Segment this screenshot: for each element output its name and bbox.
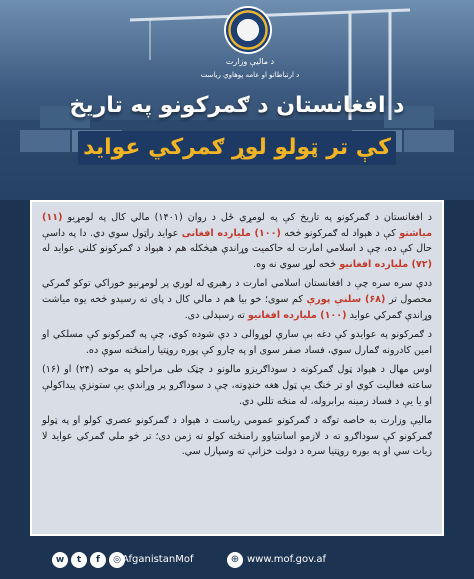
paragraph-text: د افغانستان د ګمرکونو په تاریخ کې په لومړي ځل د روان (۱۴۰۱) مالي کال په لومړیو <box>62 212 432 223</box>
social-icons <box>52 552 125 568</box>
article-body <box>42 210 432 464</box>
paragraph-text: کم سوی؛ خو بیا هم د مالي کال د پای ته رسېدو څخه یوه میاشت وړاندې ګمرکي عواید <box>42 293 432 321</box>
paragraph-text: ته رسېدلی دی. <box>184 309 248 321</box>
footer-bar <box>0 542 474 579</box>
facebook-icon[interactable]: f <box>90 552 106 568</box>
paragraph-text: څخه لوړ سوي نه وه. <box>253 258 340 270</box>
twitter-icon[interactable]: t <box>71 552 87 568</box>
social-handle[interactable]: AfganistanMof <box>122 554 194 565</box>
paragraph-text: کې د هېواد له ګمرکونو څخه <box>280 227 400 239</box>
highlighted-figure: (۶۸) سلنې پورې <box>306 293 386 305</box>
instagram-icon[interactable]: ◎ <box>109 552 125 568</box>
website-link[interactable]: www.mof.gov.af <box>247 554 327 565</box>
ministry-name: د مالیې وزارت <box>225 57 275 66</box>
highlighted-figure: (۱۰۰) ملیارده افغانی <box>181 227 281 239</box>
ministry-logo <box>226 8 270 52</box>
paragraph-text: عواید راټول سوي دي. دا په داسې حال کې ده، چې د اسلامي امارت له حاکمیت وړاندې هیڅکله هم د هېواد د ګمرکونو کلني عواید له <box>42 227 432 255</box>
highlighted-figure: (۷۲) ملیارده افغانیو <box>339 258 432 270</box>
headline-line-1: د افغانستان د ګمرکونو په تاریخ <box>69 93 405 118</box>
highlighted-figure: (۱۱) میاشتو <box>42 212 433 239</box>
whatsapp-icon[interactable]: w <box>52 552 68 568</box>
paragraph <box>42 413 432 460</box>
paragraph <box>42 210 432 272</box>
paragraph <box>42 327 432 358</box>
paragraph-text: د ګمرکونو په عوایدو کې دغه بې سارې لوړوالی د دې شوده کوي، چې په ګمرکونو کې مسلکي او امین کادرونه ګمارل سوي، فساد صفر سوی او په چارو کې پوره روڼتیا رامنځته سوې ده. <box>42 329 432 356</box>
directorate-name: د ارتباطاتو او عامه پوهاوي ریاست <box>200 71 300 79</box>
paragraph-text: ددې سره سره چې د افغانستان اسلامي امارت د رهبرۍ له لوري پر لومړنیو خوراکي توکو ګمرکي محصول تر <box>42 278 432 305</box>
headline-line-2-box <box>78 131 396 165</box>
paragraph <box>42 276 432 323</box>
paragraph <box>42 362 432 409</box>
globe-icon: ⊕ <box>227 552 243 568</box>
paragraph-text: اوس مهال د هېواد ټول ګمرکونه د سوداګریزو مالونو د چټک طی مراحلو په موخه (۲۴) او (۱۶) ساعته فعالیت کوي او تر څنګ یې ټول هغه خنډونه، چې د سوداګرو پر وړاندې یې ستونزې پیداکولې او یا یې د فساد زمینه برابروله، له منځه تللي دي. <box>42 364 432 407</box>
article-card <box>30 200 444 536</box>
highlighted-figure: (۱۰۰) ملیارده افغانیو <box>247 309 347 321</box>
headline-line-2: کې تر ټولو لوړ ګمرکي عواید <box>83 135 391 160</box>
paragraph-text: مالیې وزارت به خاصه توګه د ګمرکونو عمومي ریاست د هېواد د ګمرکونو عصري کولو او په ټولو ګمرکونو کې سوداګرو ته د لازمو اسانتیاوو رامنځته کولو ته ژمن دی؛ تر څو ملي ګمرکي عواید لا زیات سي او په بوره روڼتیا سره د دولت خزانې ته وسپارل سي. <box>42 415 432 458</box>
